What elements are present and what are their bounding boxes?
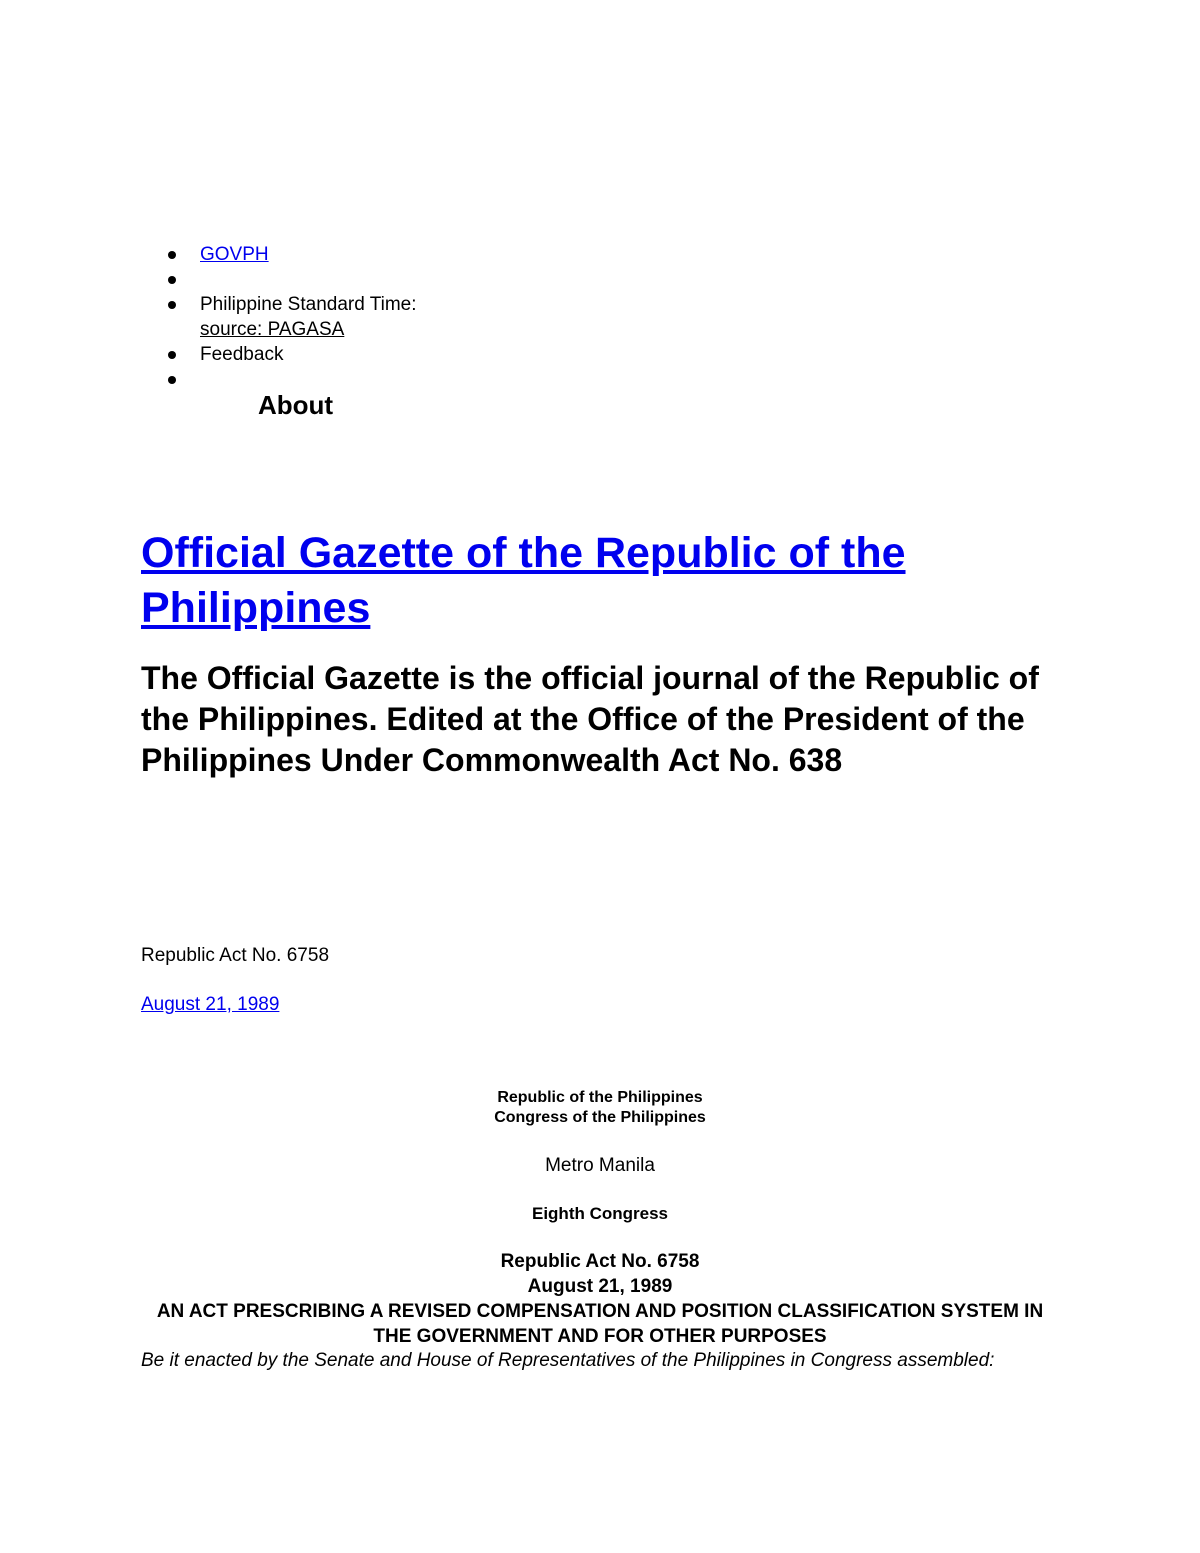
nav-item-govph <box>166 242 417 267</box>
republic-line: Republic of the Philippines <box>497 1089 703 1106</box>
nav-item-feedback <box>166 342 417 367</box>
enacting-clause: Be it enacted by the Senate and House of Representatives of the Philippines in Congress assembled: <box>141 1350 995 1371</box>
republic-heading <box>141 1088 1059 1128</box>
nav-item-standard-time <box>166 292 417 342</box>
congress-line: Congress of the Philippines <box>494 1109 706 1126</box>
act-header <box>141 1249 1059 1349</box>
nav-item-empty-1 <box>166 267 417 292</box>
post-act-label: Republic Act No. 6758 <box>141 945 330 966</box>
act-title: AN ACT PRESCRIBING A REVISED COMPENSATION AND POSITION CLASSIFICATION SYSTEM IN THE GOVERNMENT AND FOR OTHER PURPOSES <box>156 1301 1044 1347</box>
govph-link[interactable]: GOVPH <box>200 244 269 265</box>
act-date: August 21, 1989 <box>527 1276 673 1297</box>
site-title-link[interactable]: Official Gazette of the Republic of the Philippines <box>141 529 906 632</box>
nav-item-empty-2 <box>166 367 417 392</box>
eighth-congress: Eighth Congress <box>531 1204 668 1223</box>
pagasa-source-link[interactable]: source: PAGASA <box>200 319 345 340</box>
feedback-link[interactable]: Feedback <box>200 344 284 365</box>
metro-manila: Metro Manila <box>545 1155 655 1176</box>
site-title <box>141 526 1061 636</box>
site-description: The Official Gazette is the official journal of the Republic of the Philippines. Edited at the Office of the President of the Philippines Under Commonwealth Act No. 638 <box>141 660 1039 778</box>
about-heading[interactable]: About <box>258 390 334 420</box>
post-date-link[interactable]: August 21, 1989 <box>141 994 280 1015</box>
standard-time-label: Philippine Standard Time: <box>200 294 417 315</box>
act-number: Republic Act No. 6758 <box>500 1251 700 1272</box>
top-nav-list <box>166 242 417 392</box>
post-date <box>141 994 279 1016</box>
